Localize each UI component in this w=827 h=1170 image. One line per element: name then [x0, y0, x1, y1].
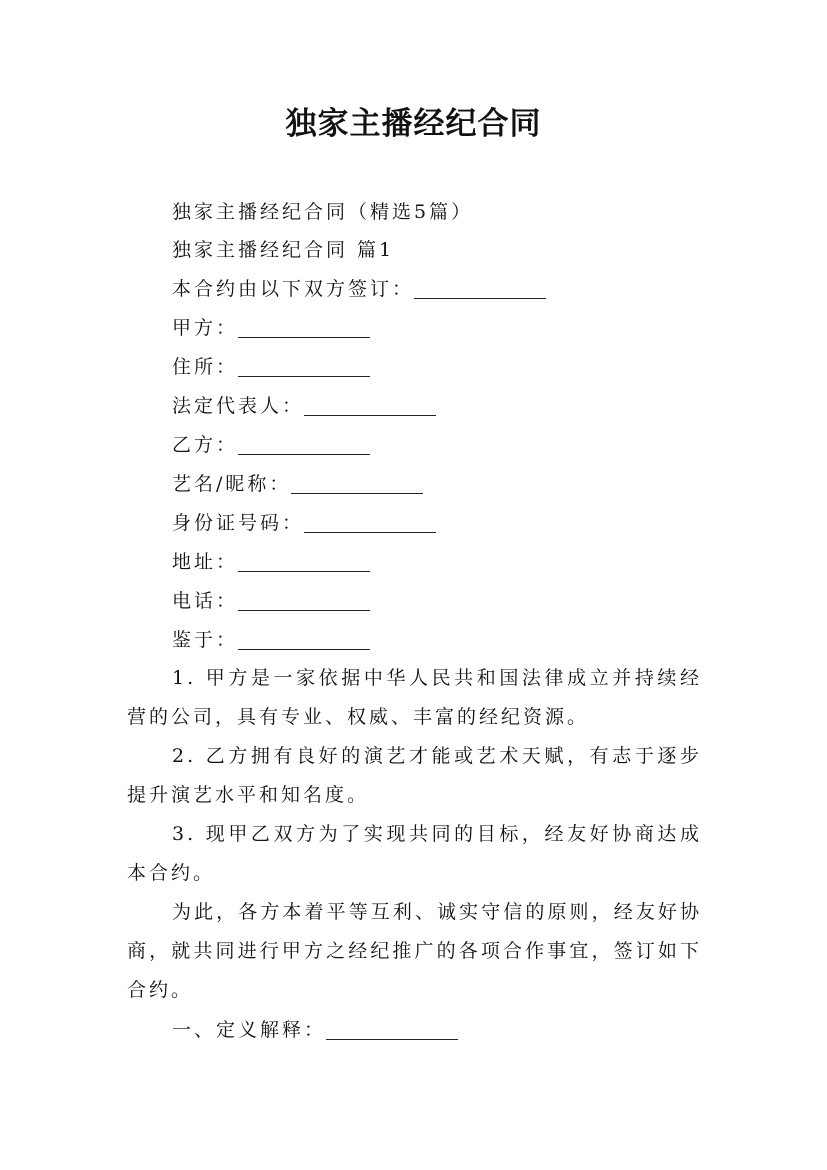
field-label: 住所： [172, 356, 239, 378]
field-party-a [172, 314, 370, 342]
intro-line [172, 275, 546, 303]
field-address [172, 548, 370, 576]
document-subtitle: 独家主播经纪合同（精选5篇） [172, 201, 474, 223]
field-blank [238, 434, 370, 455]
field-phone [172, 587, 370, 615]
section-one-line [172, 1016, 458, 1044]
field-blank [238, 356, 370, 377]
section-heading: 独家主播经纪合同 篇1 [172, 239, 395, 261]
field-blank [238, 629, 370, 650]
paragraph-3: 3. 现甲乙双方为了实现共同的目标，经友好协商达成本合约。 [127, 823, 702, 884]
field-label: 艺名/昵称： [172, 473, 292, 495]
field-label: 法定代表人： [172, 395, 305, 417]
field-label: 身份证号码： [172, 512, 305, 534]
field-id-number [172, 509, 436, 537]
intro-blank [414, 278, 546, 299]
field-stage-name [172, 470, 423, 498]
field-blank [238, 551, 370, 572]
field-label: 电话： [172, 590, 239, 612]
field-blank [238, 590, 370, 611]
document-title: 独家主播经纪合同 [285, 106, 542, 142]
paragraph-1: 1. 甲方是一家依据中华人民共和国法律成立并持续经营的公司，具有专业、权威、丰富的经纪资源。 [127, 667, 702, 728]
field-residence [172, 353, 370, 381]
field-label: 地址： [172, 551, 239, 573]
field-label: 乙方： [172, 434, 239, 456]
field-blank [304, 395, 436, 416]
field-blank [238, 317, 370, 338]
intro-label: 本合约由以下双方签订： [172, 278, 415, 300]
field-blank [304, 512, 436, 533]
field-whereas [172, 626, 370, 654]
field-label: 鉴于： [172, 629, 239, 651]
section-one-label: 一、定义解释： [172, 1019, 327, 1041]
paragraph-4: 为此，各方本着平等互利、诚实守信的原则，经友好协商，就共同进行甲方之经纪推广的各项合作事宜，签订如下合约。 [127, 901, 702, 1001]
section-one-blank [326, 1019, 458, 1040]
field-party-b [172, 431, 370, 459]
paragraph-2: 2. 乙方拥有良好的演艺才能或艺术天赋，有志于逐步提升演艺水平和知名度。 [127, 745, 702, 806]
field-legal-representative [172, 392, 436, 420]
field-label: 甲方： [172, 317, 239, 339]
field-blank [291, 473, 423, 494]
